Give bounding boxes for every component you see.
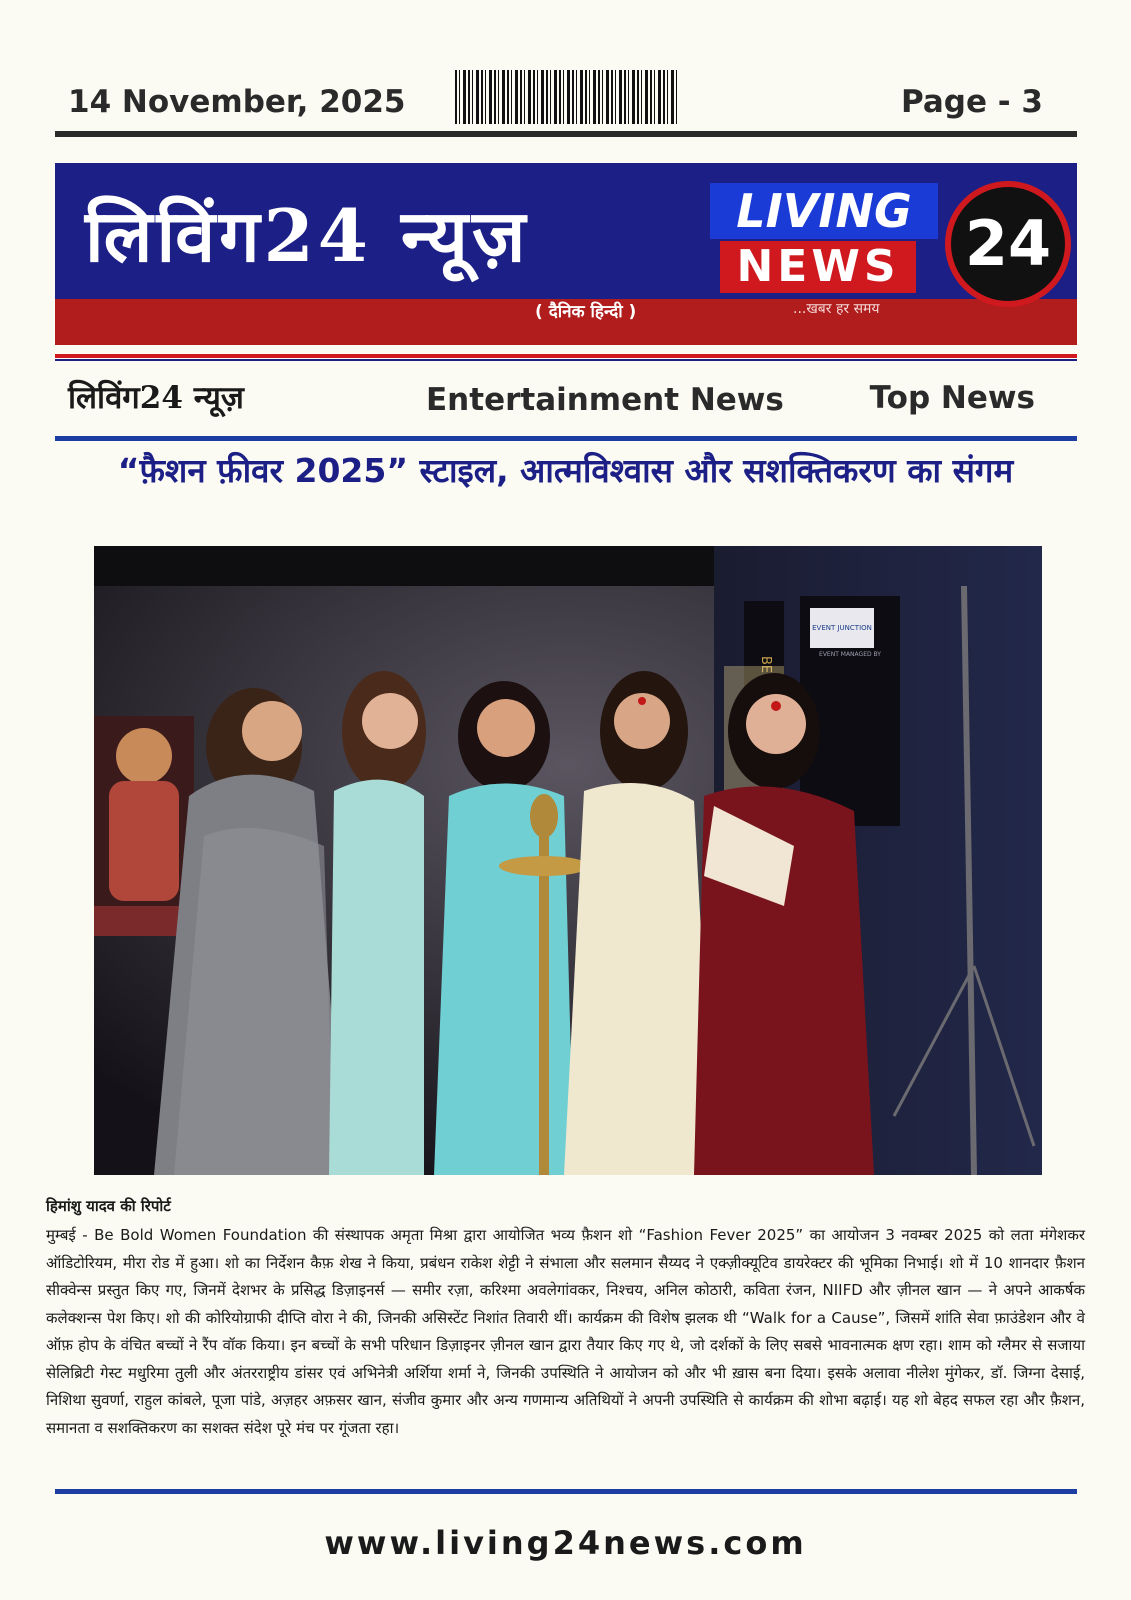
logo-tagline: ...खबर हर समय [793,301,880,317]
logo-living-text: LIVING [710,183,938,239]
article-byline: हिमांशु यादव की रिपोर्ट [46,1197,171,1215]
event-photo [94,546,1042,1175]
article-headline: “फ़ैशन फ़ीवर 2025” स्टाइल, आत्मविश्वास और सशक्तिकरण का संगम [117,451,1014,490]
section-category: Entertainment News [426,382,784,418]
article-body: मुम्बई - Be Bold Women Foundation की संस्थापक अमृता मिश्रा द्वारा आयोजित भव्य फ़ैशन शो “Fashion Fever 2025” का आयोजन 3 नवम्बर 2025 को लता मंगेशकर ऑडिटोरियम, मीरा रोड में हुआ। शो का निर्देशन कैफ़ शेख ने किया, प्रबंधन राकेश शेट्टी ने संभाला और सलमान सैय्यद ने एक्ज़ीक्यूटिव डायरेक्टर की भूमिका निभाई। शो में 10 शानदार फ़ैशन सीक्वेन्स प्रस्तुत किए गए, जिनमें देशभर के प्रसिद्ध डिज़ाइनर्स — समीर रज़ा, करिश्मा अवलेगांवकर, निश्चय, अनिल कोठारी, कविता रंजन, NIIFD और ज़ीनल खान — ने अपने आकर्षक कलेक्शन्स पेश किए। शो की कोरियोग्राफी दीप्ति वोरा ने की, जिनकी असिस्टेंट निशांत तिवारी थीं। कार्यक्रम की विशेष झलक थी “Walk for a Cause”, जिसमें शांति सेवा फ़ाउंडेशन और वे ऑफ़ होप के वंचित बच्चों ने रैंप वॉक किया। इन बच्चों के सभी परिधान डिज़ाइनर ज़ीनल खान द्वारा तैयार किए गए थे, जो दर्शकों के लिए सबसे भावनात्मक क्षण रहा। शाम को ग्लैमर से सजाया सेलिब्रिटी गेस्ट मधुरिमा तुली और अंतरराष्ट्रीय डांसर एवं अभिनेत्री अर्शिया शर्मा ने, जिनकी उपस्थिति ने आयोजन को और भी ख़ास बना दिया। इसके अलावा नीलेश मुंगेकर, डॉ. जिग्ना देसाई, निशिथा सुवर्णा, राहुल कांबले, पूजा पांडे, अज़हर अफ़सर खान, संजीव कुमार और अन्य गणमान्य अतिथियों ने अपनी उपस्थिति से कार्यक्रम की शोभा बढ़ाई। यह शो बेहद सफल रहा और फ़ैशन, समानता व सशक्तिकरण का सशक्त संदेश पूरे मंच पर गूंजता रहा। [46,1226,1085,1437]
section-brand: लिविंग24 न्यूज़ [68,380,244,416]
top-rule [55,131,1077,137]
barcode [455,70,677,124]
photo-sign-managed: EVENT MANAGED BY [819,651,881,658]
masthead-subtitle: ( दैनिक हिन्दी ) [535,302,637,322]
website-url[interactable]: www.living24news.com [324,1524,807,1562]
logo-news-text: NEWS [720,241,916,293]
logo-24-circle: 24 [945,181,1071,307]
footer-rule [55,1489,1077,1494]
issue-date: 14 November, 2025 [68,84,406,120]
section-top-news: Top News [869,380,1035,416]
red-rule [55,354,1077,358]
masthead [55,163,1077,345]
masthead-title: लिविंग24 न्यूज़ [85,193,530,278]
living-news-logo [710,183,948,297]
blue-rule-thin [55,359,1077,361]
page-number: Page - 3 [900,84,1043,120]
section-rule [55,436,1077,441]
photo-sign-event-junction: EVENT JUNCTION [812,624,872,632]
